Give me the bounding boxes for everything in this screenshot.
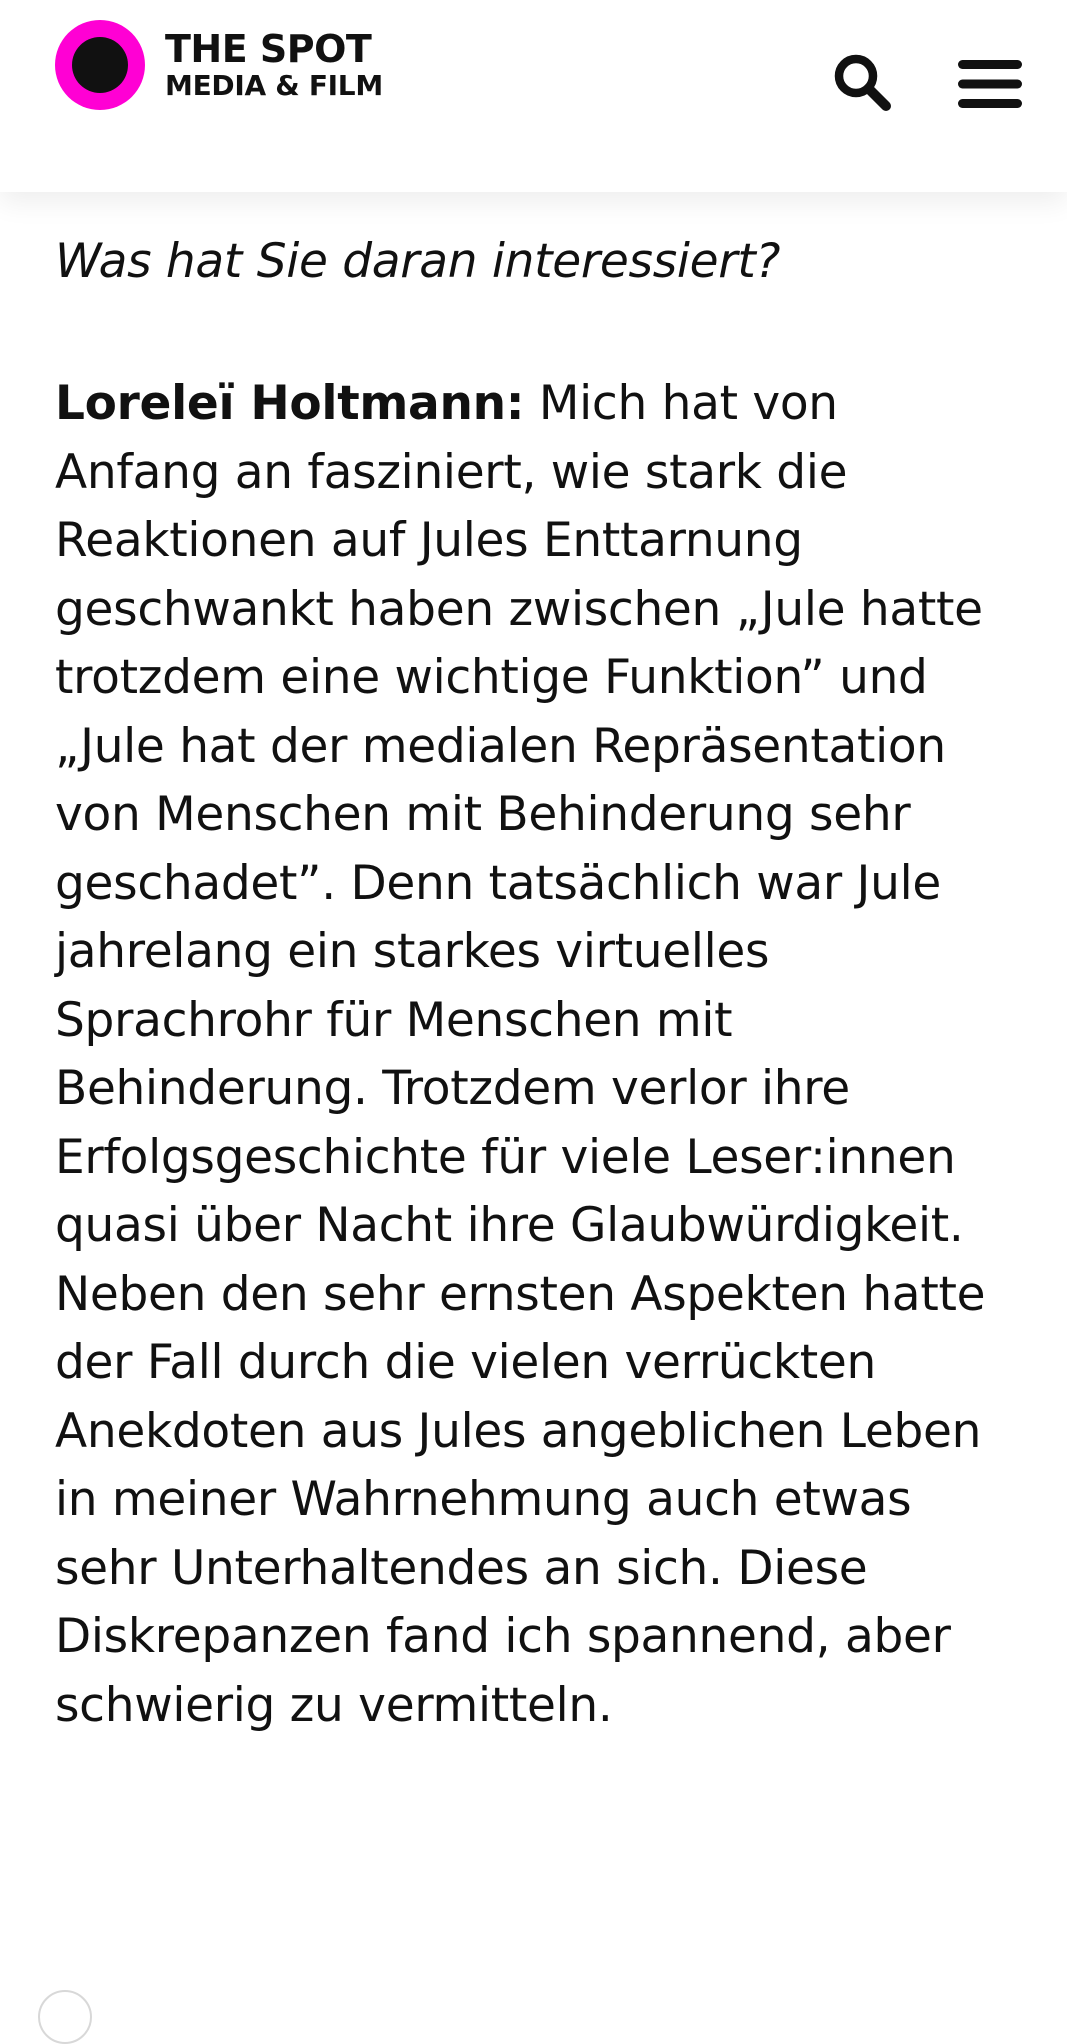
article-content [55, 228, 1015, 1740]
search-icon [830, 50, 894, 114]
logo-text-line1: THE SPOT [165, 27, 372, 71]
floating-action-button[interactable] [38, 1990, 92, 2044]
logo-wordmark [165, 27, 383, 102]
site-header [0, 0, 1067, 192]
search-button[interactable] [830, 50, 894, 114]
hamburger-menu-icon [958, 58, 1022, 110]
logo-text-line2: MEDIA & FILM [165, 69, 383, 102]
answer-text: Mich hat von Anfang an fasziniert, wie stark die Reaktionen auf Jules Enttarnung geschwankt haben zwischen „Jule hatte trotzdem eine wichtige Funktion” und „Jule hat der medialen Repräsentation von Menschen mit Behinderung sehr geschadet”. Denn tatsächlich war Jule jahrelang ein starkes virtuelles Sprachrohr für Menschen mit Behinderung. Trotzdem verlor ihre Erfolgsgeschichte für viele Leser:innen quasi über Nacht ihre Glaubwürdigkeit. Neben den sehr ernsten Aspekten hatte der Fall durch die vielen verrückten Anekdoten aus Jules angeblichen Leben in meiner Wahrnehmung auch etwas sehr Unterhaltendes an sich. Diese Diskrepanzen fand ich spannend, aber schwierig zu vermitteln. [55, 376, 986, 1733]
logo-mark-icon [55, 20, 145, 110]
interview-question: Was hat Sie daran interessiert? [55, 234, 781, 289]
interview-answer [55, 370, 1015, 1740]
menu-button[interactable] [958, 58, 1022, 110]
speaker-name: Loreleï Holtmann: [55, 376, 525, 431]
site-logo[interactable] [55, 20, 383, 110]
